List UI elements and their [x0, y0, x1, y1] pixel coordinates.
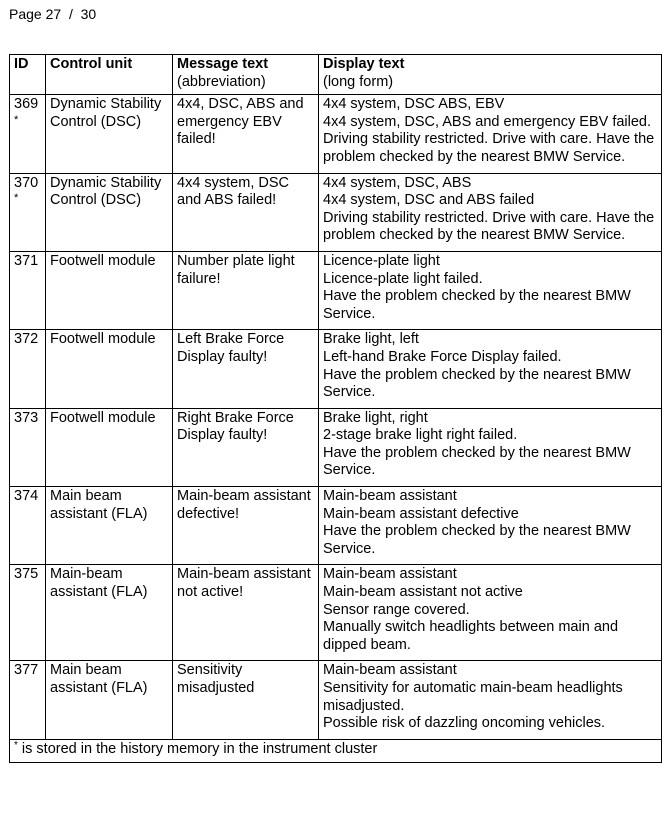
display-text-line: Left-hand Brake Force Display failed. [323, 348, 562, 365]
cell-id [10, 173, 46, 251]
display-text-line: 4x4 system, DSC, ABS and emergency EBV failed. [323, 113, 652, 130]
display-text-line: Licence-plate light [323, 252, 440, 269]
table-row [10, 95, 662, 173]
footnote-row [10, 739, 662, 763]
display-text-line: Main-beam assistant [323, 662, 457, 679]
table-header-row [10, 55, 662, 95]
display-text-line: Have the problem checked by the nearest BMW Service. [323, 366, 631, 401]
display-text-line: 4x4 system, DSC, ABS [323, 174, 472, 191]
display-text-line: Main-beam assistant [323, 488, 457, 505]
row-id: 370 [14, 174, 39, 191]
cell-message-text: Main-beam assistant defective! [173, 487, 319, 565]
row-id: 375 [14, 566, 39, 583]
cell-message-text: 4x4 system, DSC and ABS failed! [173, 173, 319, 251]
row-id: 373 [14, 409, 39, 426]
table-row [10, 173, 662, 251]
display-text-line: Driving stability restricted. Drive with care. Have the problem checked by the nearest BMW Service. [323, 209, 655, 244]
table-body [10, 95, 662, 740]
display-text-line: Main-beam assistant not active [323, 584, 523, 601]
row-id: 377 [14, 662, 39, 679]
cell-id [10, 95, 46, 173]
cell-id [10, 661, 46, 739]
cell-message-text: 4x4, DSC, ABS and emergency EBV failed! [173, 95, 319, 173]
footnote-marker: * [14, 739, 18, 751]
cell-control-unit: Dynamic Stability Control (DSC) [46, 173, 173, 251]
cell-message-text: Sensitivity misadjusted [173, 661, 319, 739]
cell-control-unit: Footwell module [46, 408, 173, 486]
footnote [10, 739, 662, 763]
message-table [9, 54, 662, 763]
cell-message-text: Right Brake Force Display faulty! [173, 408, 319, 486]
table-row [10, 330, 662, 408]
table-row [10, 251, 662, 329]
row-id: 374 [14, 488, 39, 505]
cell-display-text [319, 408, 662, 486]
cell-control-unit: Main beam assistant (FLA) [46, 487, 173, 565]
display-text-line: Licence-plate light failed. [323, 270, 483, 287]
cell-display-text [319, 173, 662, 251]
table-row [10, 487, 662, 565]
display-text-line: Manually switch headlights between main and dipped beam. [323, 619, 619, 653]
cell-display-text [319, 487, 662, 565]
display-text-line: Have the problem checked by the nearest BMW Service. [323, 444, 631, 479]
column-header-message-text: Message text (abbreviation) [173, 55, 319, 95]
cell-display-text [319, 565, 662, 661]
display-text-line: Have the problem checked by the nearest BMW Service. [323, 523, 631, 557]
row-id: 369 [14, 96, 39, 113]
display-text-line: Main-beam assistant [323, 566, 457, 583]
cell-display-text [319, 251, 662, 329]
display-text-line: Brake light, left [323, 331, 419, 348]
row-id: 372 [14, 331, 39, 348]
history-marker: * [14, 192, 19, 205]
cell-id [10, 565, 46, 661]
display-text-line: 4x4 system, DSC and ABS failed [323, 192, 535, 209]
history-marker: * [14, 113, 19, 126]
cell-control-unit: Main-beam assistant (FLA) [46, 565, 173, 661]
table-row [10, 408, 662, 486]
display-text-line: Have the problem checked by the nearest BMW Service. [323, 288, 631, 322]
cell-control-unit: Main beam assistant (FLA) [46, 661, 173, 739]
cell-display-text [319, 330, 662, 408]
display-text-line: Possible risk of dazzling oncoming vehicles. [323, 715, 606, 732]
cell-id [10, 408, 46, 486]
column-header-display-text: Display text (long form) [319, 55, 662, 95]
table-row [10, 565, 662, 661]
cell-control-unit: Dynamic Stability Control (DSC) [46, 95, 173, 173]
column-header-id: ID [10, 55, 46, 95]
cell-display-text [319, 661, 662, 739]
cell-control-unit: Footwell module [46, 251, 173, 329]
cell-id [10, 251, 46, 329]
row-id: 371 [14, 252, 39, 269]
cell-id [10, 330, 46, 408]
cell-control-unit: Footwell module [46, 330, 173, 408]
cell-message-text: Left Brake Force Display faulty! [173, 330, 319, 408]
display-text-line: 4x4 system, DSC ABS, EBV [323, 96, 505, 113]
cell-message-text: Main-beam assistant not active! [173, 565, 319, 661]
page-indicator: Page 27 / 30 [9, 6, 97, 22]
display-text-line: Main-beam assistant defective [323, 505, 519, 522]
display-text-line: 2-stage brake light right failed. [323, 427, 518, 444]
table-row [10, 661, 662, 739]
display-text-line: Brake light, right [323, 409, 428, 426]
cell-message-text: Number plate light failure! [173, 251, 319, 329]
cell-id [10, 487, 46, 565]
cell-display-text [319, 95, 662, 173]
display-text-line: Sensor range covered. [323, 601, 470, 618]
footnote-text: is stored in the history memory in the instrument cluster [17, 740, 378, 757]
column-header-control-unit: Control unit [46, 55, 173, 95]
display-text-line: Sensitivity for automatic main-beam headlights misadjusted. [323, 680, 623, 714]
display-text-line: Driving stability restricted. Drive with care. Have the problem checked by the nearest BMW Service. [323, 131, 655, 165]
